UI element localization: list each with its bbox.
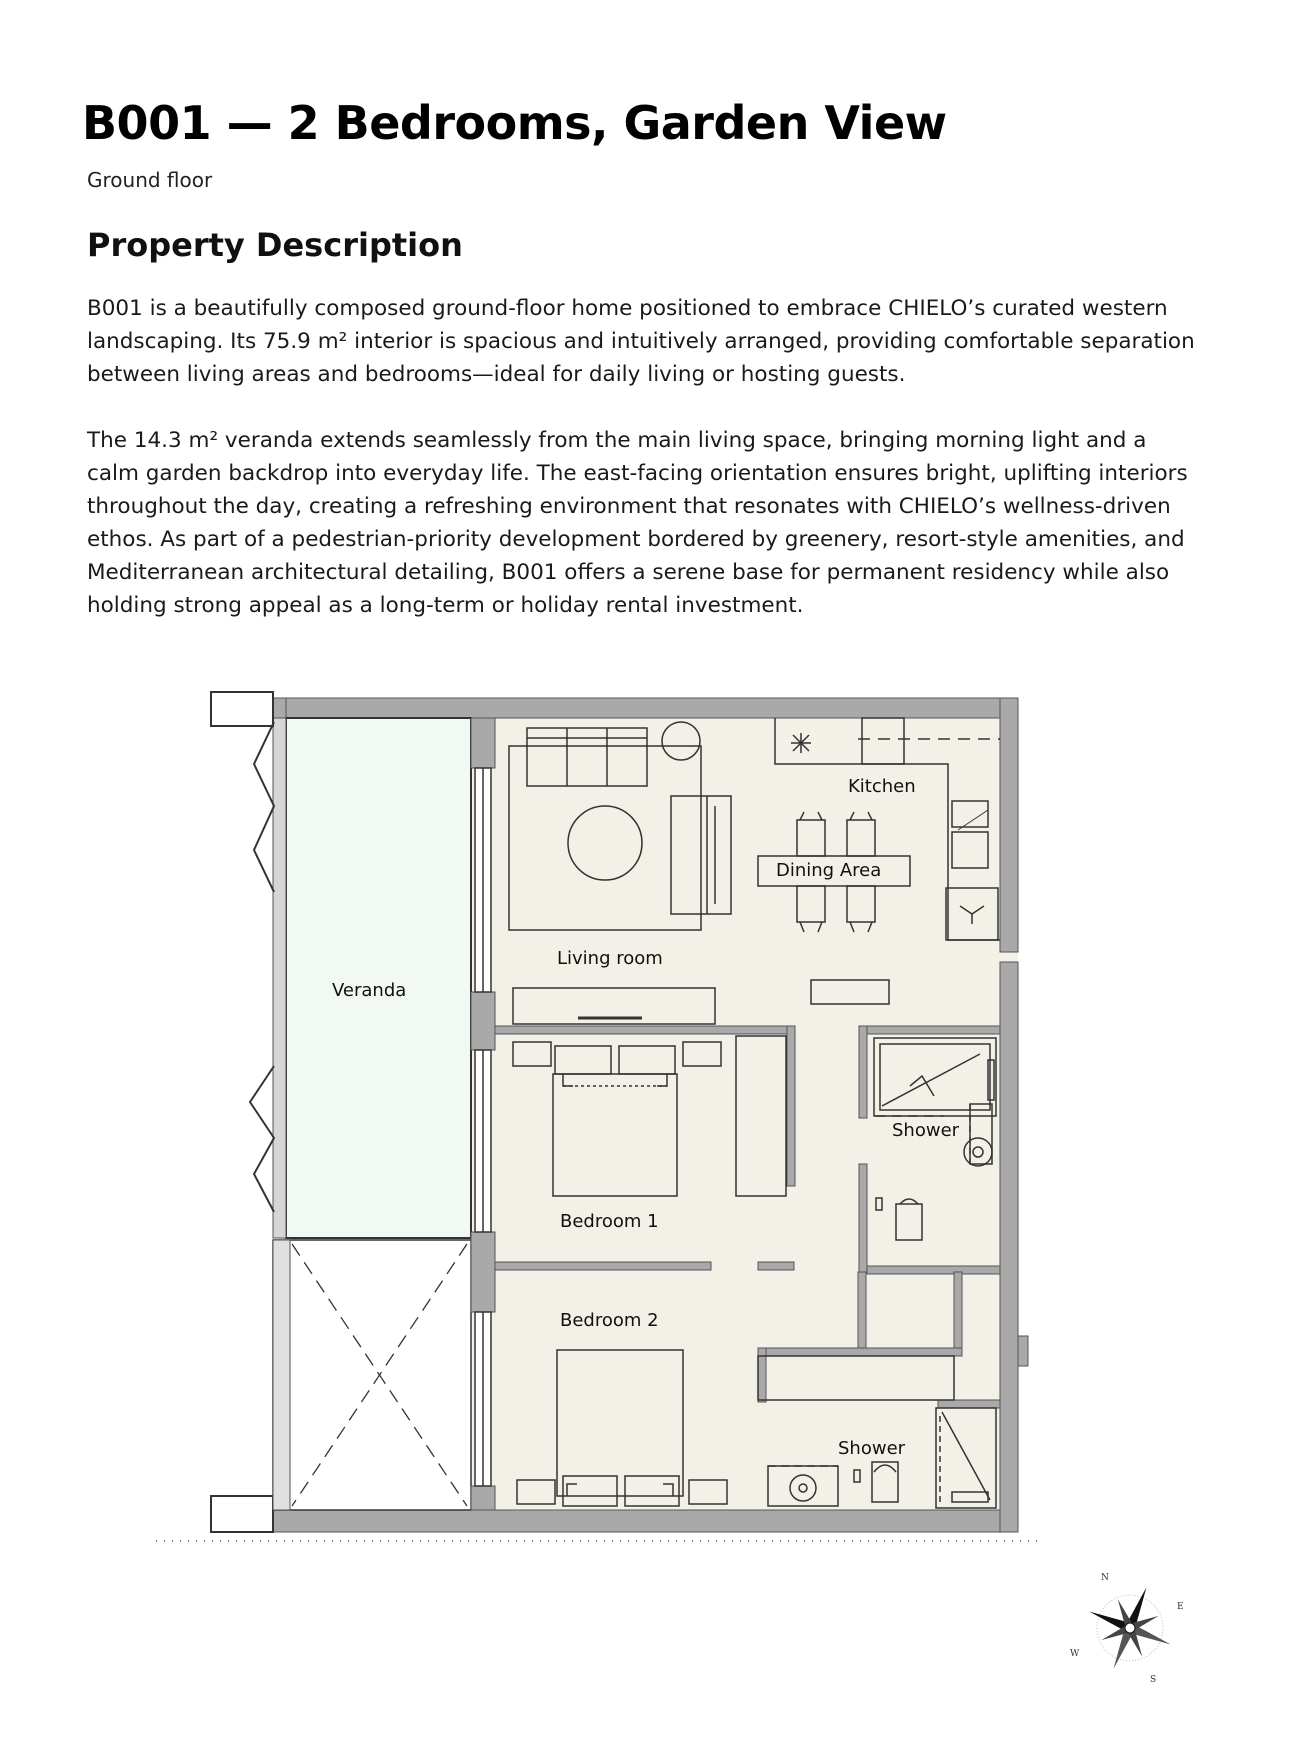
room-label-dining: Dining Area — [776, 860, 882, 881]
corner-block-top — [211, 692, 273, 726]
room-label-bedroom2: Bedroom 2 — [560, 1310, 659, 1331]
description-paragraph-1: B001 is a beautifully composed ground-floor home positioned to embrace CHIELO’s curated western landscaping. Its 75.9 m² interior is spacious and intuitively arranged, providing comfortable separation between living areas and bedrooms—ideal for daily living or hosting guests. — [87, 296, 1195, 387]
room-label-shower2: Shower — [838, 1438, 906, 1459]
veranda-edge-strip — [273, 718, 286, 1238]
room-label-kitchen: Kitchen — [848, 776, 916, 797]
compass-w: W — [1070, 1649, 1080, 1659]
room-label-bedroom1: Bedroom 1 — [560, 1211, 659, 1232]
compass-s: S — [1150, 1675, 1157, 1685]
extractor-icon — [791, 733, 811, 753]
compass-n: N — [1101, 1573, 1109, 1583]
room-label-shower1: Shower — [892, 1120, 960, 1141]
void-area — [273, 1240, 471, 1510]
description-paragraph-2: The 14.3 m² veranda extends seamlessly from the main living space, bringing morning light and a calm garden backdrop into everyday life. The east-facing orientation ensures bright, uplifting interiors throughout the day, creating a refreshing environment that resonates with CHIELO’s wellness-driven ethos. As part of a pedestrian-priority development bordered by greenery, resort-style amenities, and Mediterranean architectural detailing, B001 offers a serene base for permanent residency while also holding strong appeal as a long-term or holiday rental investment. — [87, 428, 1188, 618]
room-label-veranda: Veranda — [332, 980, 407, 1001]
floor-label: Ground floor — [87, 168, 213, 192]
compass-e: E — [1177, 1602, 1184, 1612]
page-title: B001 — 2 Bedrooms, Garden View — [82, 96, 947, 150]
window-panels — [475, 768, 491, 1486]
compass-rose — [1073, 1571, 1188, 1686]
room-label-living: Living room — [557, 948, 663, 969]
section-heading: Property Description — [87, 226, 463, 264]
void-edge-strip — [273, 1240, 290, 1510]
veranda-area — [286, 718, 471, 1238]
folding-doors — [250, 722, 274, 1212]
corner-block-bottom — [211, 1496, 273, 1532]
